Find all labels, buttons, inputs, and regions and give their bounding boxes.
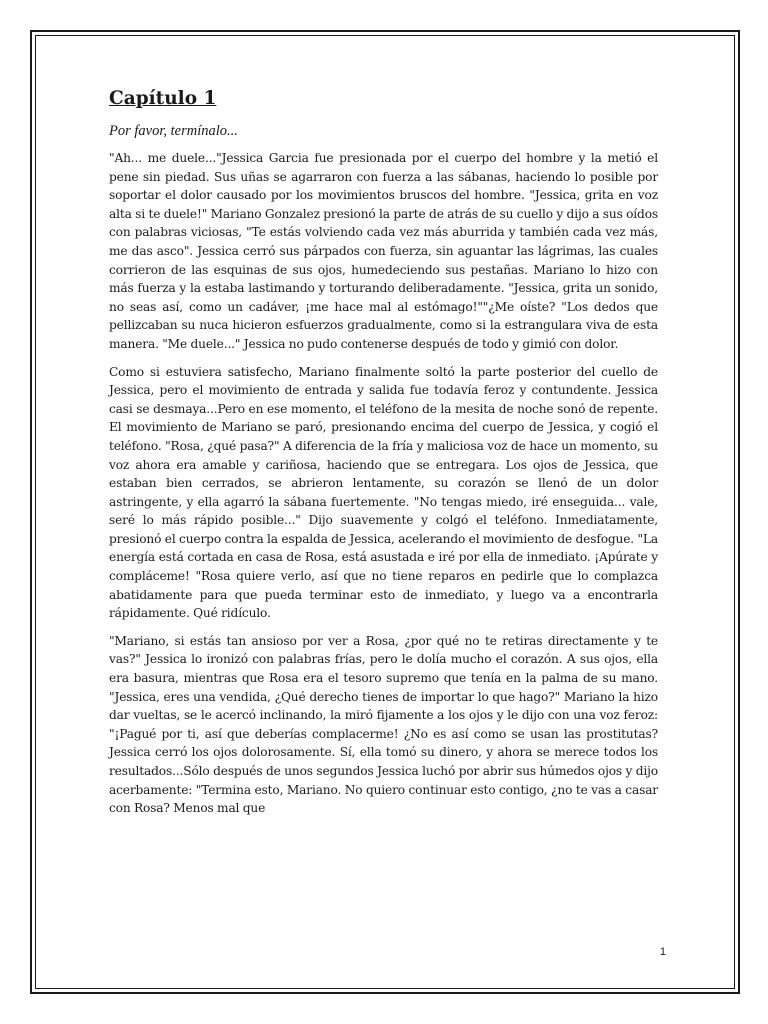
page-number: 1 bbox=[659, 946, 666, 958]
document-body bbox=[109, 86, 658, 827]
paragraph-1: "Ah... me duele..."Jessica Garcia fue presionada por el cuerpo del hombre y la metió el pene sin piedad. Sus uñas se agarraron con fuerza a las sábanas, haciendo lo posible por soportar el dolor causado por los movimientos bruscos del hombre. "Jessica, grita en voz alta si te duele!" Mariano Gonzalez presionó la parte de atrás de su cuello y dijo a sus oídos con palabras viciosas, "Te estás volviendo cada vez más aburrida y también cada vez más, me das asco". Jessica cerró sus párpados con fuerza, sin aguantar las lágrimas, las cuales corrieron de las esquinas de sus ojos, humedeciendo sus pestañas. Mariano lo hizo con más fuerza y la estaba lastimando y torturando deliberadamente. "Jessica, grita un sonido, no seas así, como un cadáver, ¡me hace mal al estómago!""¿Me oíste? "Los dedos que pellizcaban su nuca hicieron esfuerzos gradualmente, como si la estrangulara viva de esta manera. "Me duele..." Jessica no pudo contenerse después de todo y gimió con dolor. bbox=[109, 151, 658, 351]
paragraph-3: "Mariano, si estás tan ansioso por ver a Rosa, ¿por qué no te retiras directamente y te vas?" Jessica lo ironizó con palabras frías, pero le dolía mucho el corazón. A sus ojos, ella era basura, mientras que Rosa era el tesoro supremo que tenía en la palma de su mano. "Jessica, eres una vendida, ¿Qué derecho tienes de importar lo que hago?" Mariano la hizo dar vueltas, se le acercó inclinando, la miró fijamente a los ojos y le dijo con una voz feroz: "¡Pagué por ti, así que deberías complacerme! ¿No es así como se usan las prostitutas? Jessica cerró los ojos dolorosamente. Sí, ella tomó su dinero, y ahora se merece todos los resultados...Sólo después de unos segundos Jessica luchó por abrir sus húmedos ojos y dijo acerbamente: "Termina esto, Mariano. No quiero continuar esto contigo, ¿no te vas a casar con Rosa? Menos mal que bbox=[109, 633, 658, 816]
paragraph-2: Como si estuviera satisfecho, Mariano finalmente soltó la parte posterior del cuello de Jessica, pero el movimiento de entrada y salida fue todavía feroz y contundente. Jessica casi se desmaya...Pero en ese momento, el teléfono de la mesita de noche sonó de repente. El movimiento de Mariano se paró, presionando encima del cuerpo de Jessica, y cogió el teléfono. "Rosa, ¿qué pasa?" A diferencia de la fría y maliciosa voz de hace un momento, su voz ahora era amable y cariñosa, haciendo que se entregara. Los ojos de Jessica, que estaban bien cerrados, se abrieron lentamente, su corazón se llenó de un dolor astringente, y ella agarró la sábana fuertemente. "No tengas miedo, iré enseguida... vale, seré lo más rápido posible..." Dijo suavemente y colgó el teléfono. Inmediatamente, presionó el cuerpo contra la espalda de Jessica, acelerando el movimiento de desfogue. "La energía está cortada en casa de Rosa, está asustada e iré por ella de inmediato. ¡Apúrate y compláceme! "Rosa quiere verlo, así que no tiene reparos en pedirle que lo complazca abatidamente para que pueda terminar esto de inmediato, y luego va a encontrarla rápidamente. Qué ridículo. bbox=[109, 364, 658, 621]
chapter-title: Capítulo 1 bbox=[109, 88, 217, 109]
chapter-subtitle: Por favor, termínalo... bbox=[109, 123, 238, 139]
